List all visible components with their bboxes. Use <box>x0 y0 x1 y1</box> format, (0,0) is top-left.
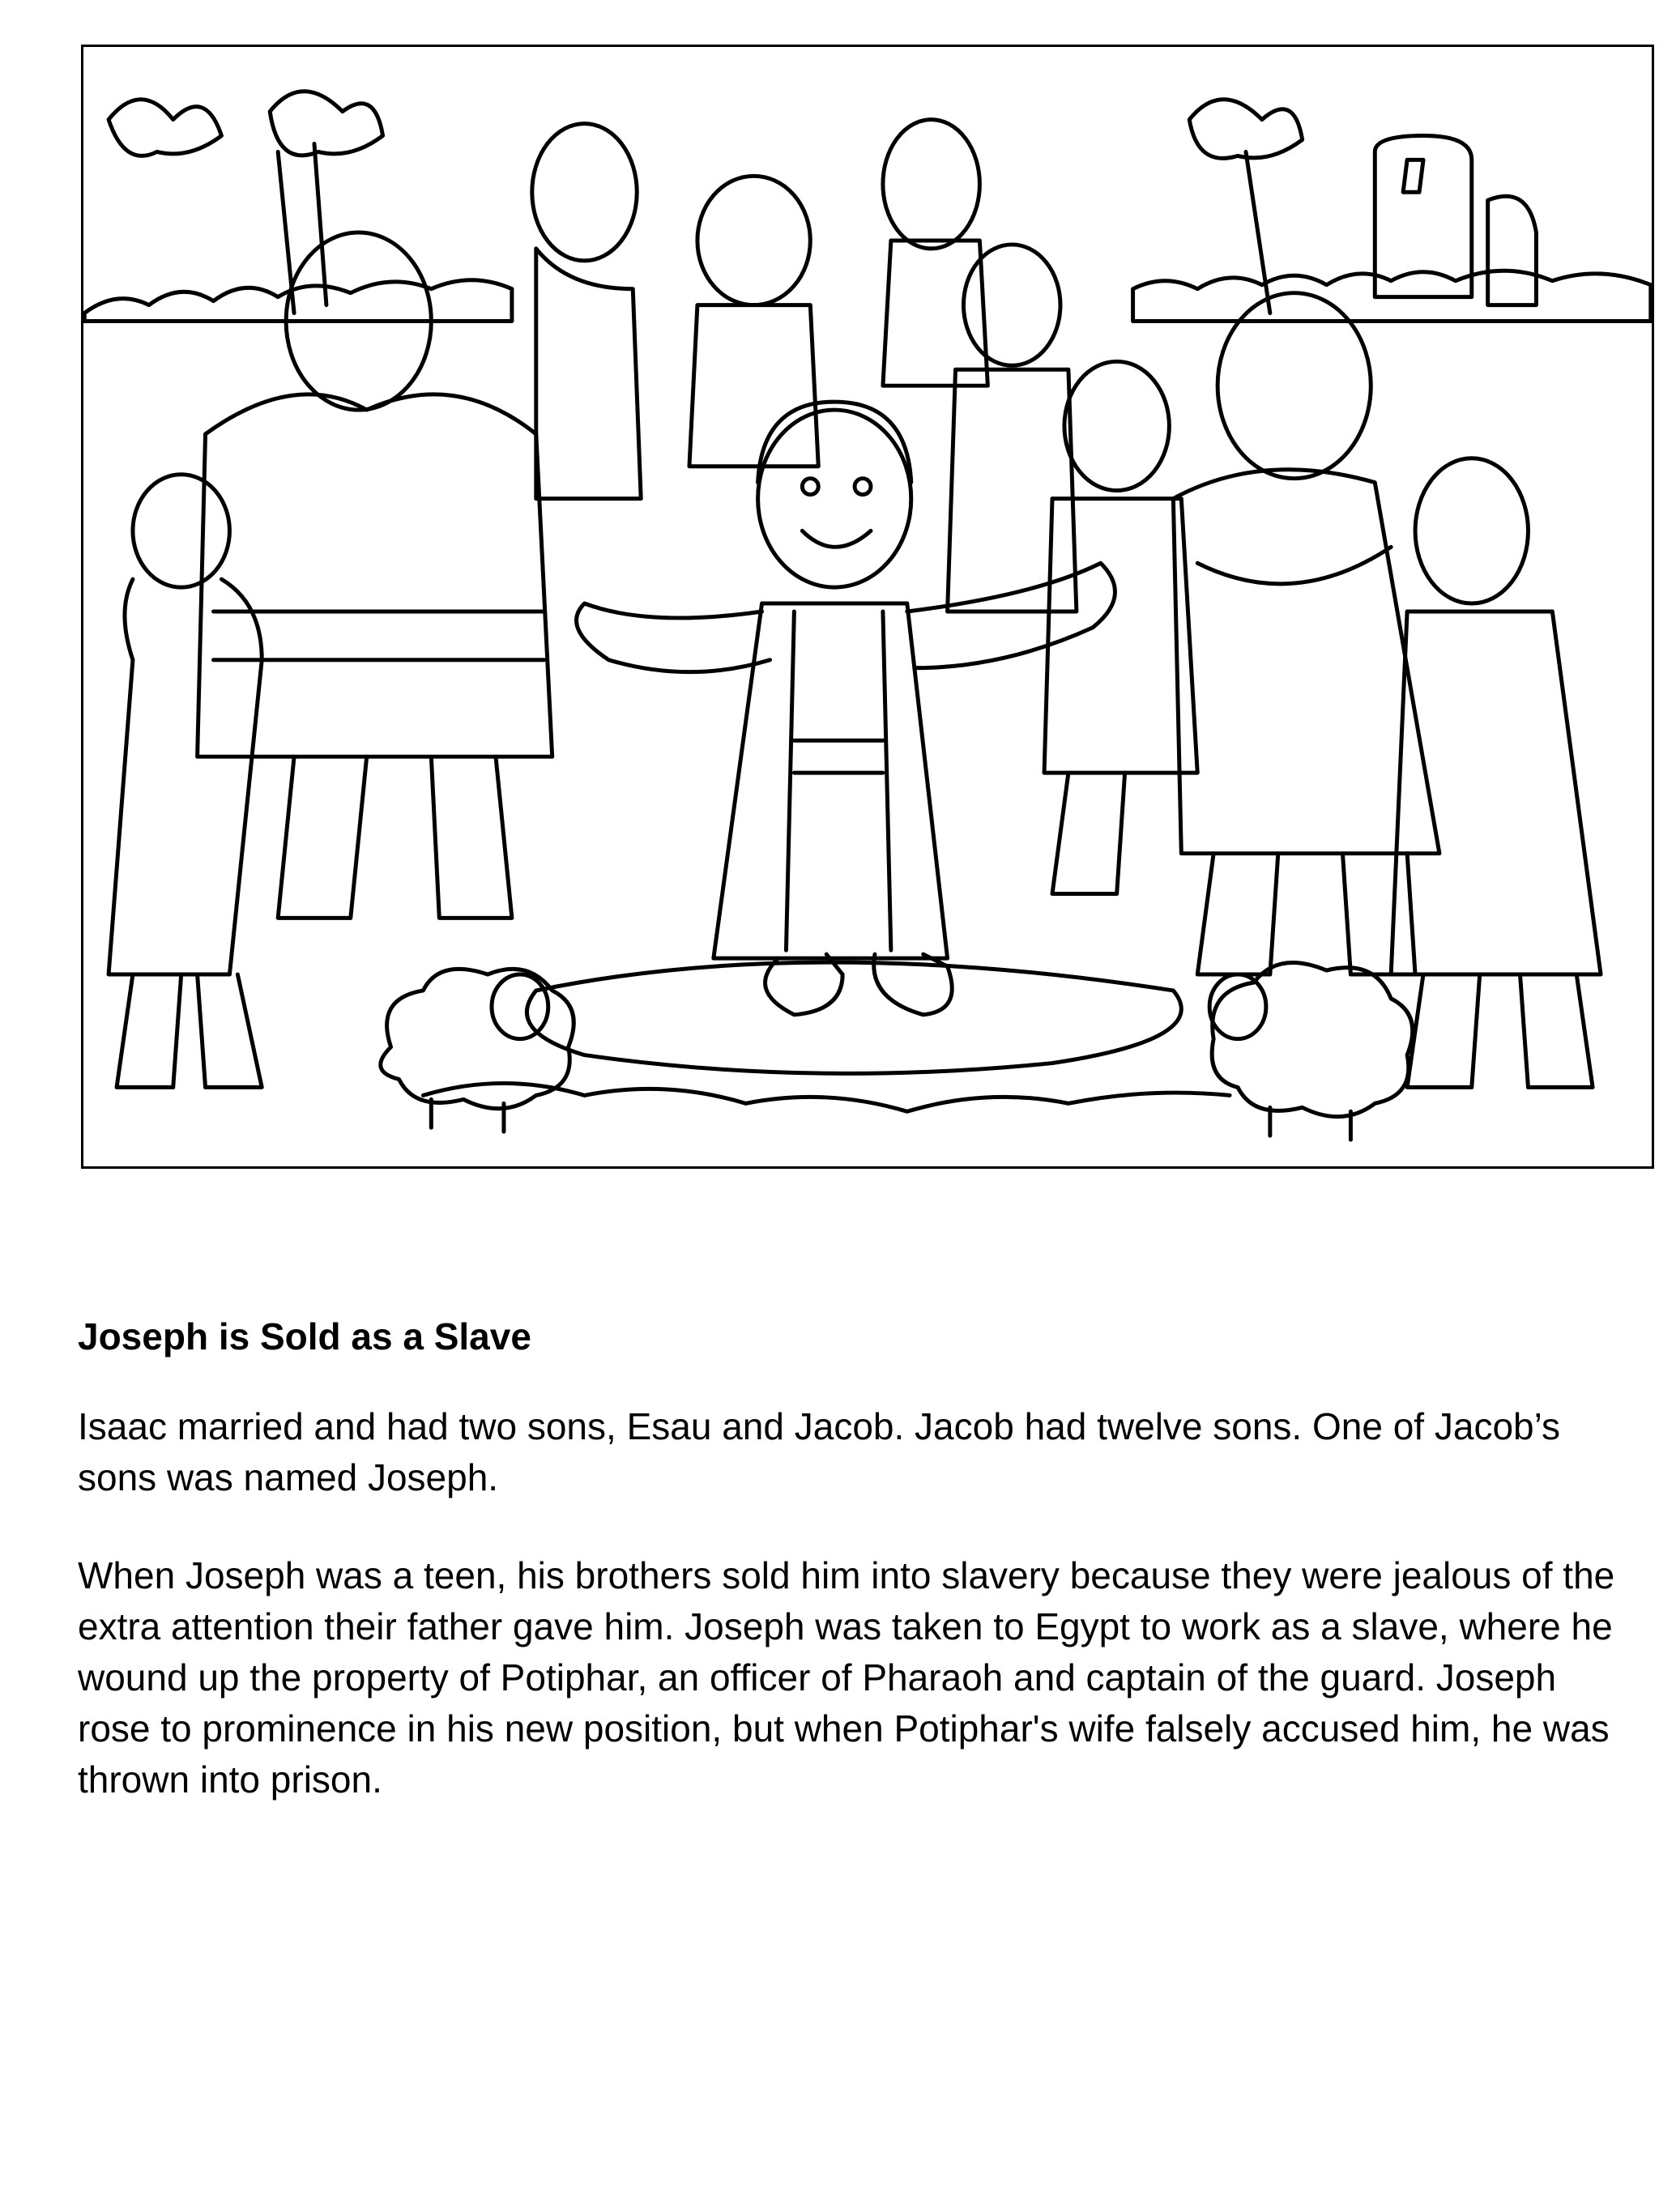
story-title: Joseph is Sold as a Slave <box>78 1315 531 1357</box>
joseph-figure <box>577 402 1115 1015</box>
bushes-background <box>84 92 1651 322</box>
ground <box>423 962 1230 1111</box>
illustration-frame <box>81 45 1654 1169</box>
story-paragraph-1: Isaac married and had two sons, Esau and Jacob. Jacob had twelve sons. One of Jacob’s sons was named Joseph. <box>78 1405 1561 1498</box>
story-paragraph-2: When Joseph was a teen, his brothers sold him into slavery because they were jealous of the extra attention their father gave him. Joseph was taken to Egypt to work as a slave, where he wound up the property of Potiphar, an officer of Pharaoh and captain of the guard. Joseph rose to prominence in his new position, but when Potiphar's wife falsely accused him, he was thrown into prison. <box>78 1554 1615 1801</box>
page-edge-line <box>0 842 81 1169</box>
story-text <box>78 1312 1617 1852</box>
coloring-illustration <box>83 47 1652 1166</box>
